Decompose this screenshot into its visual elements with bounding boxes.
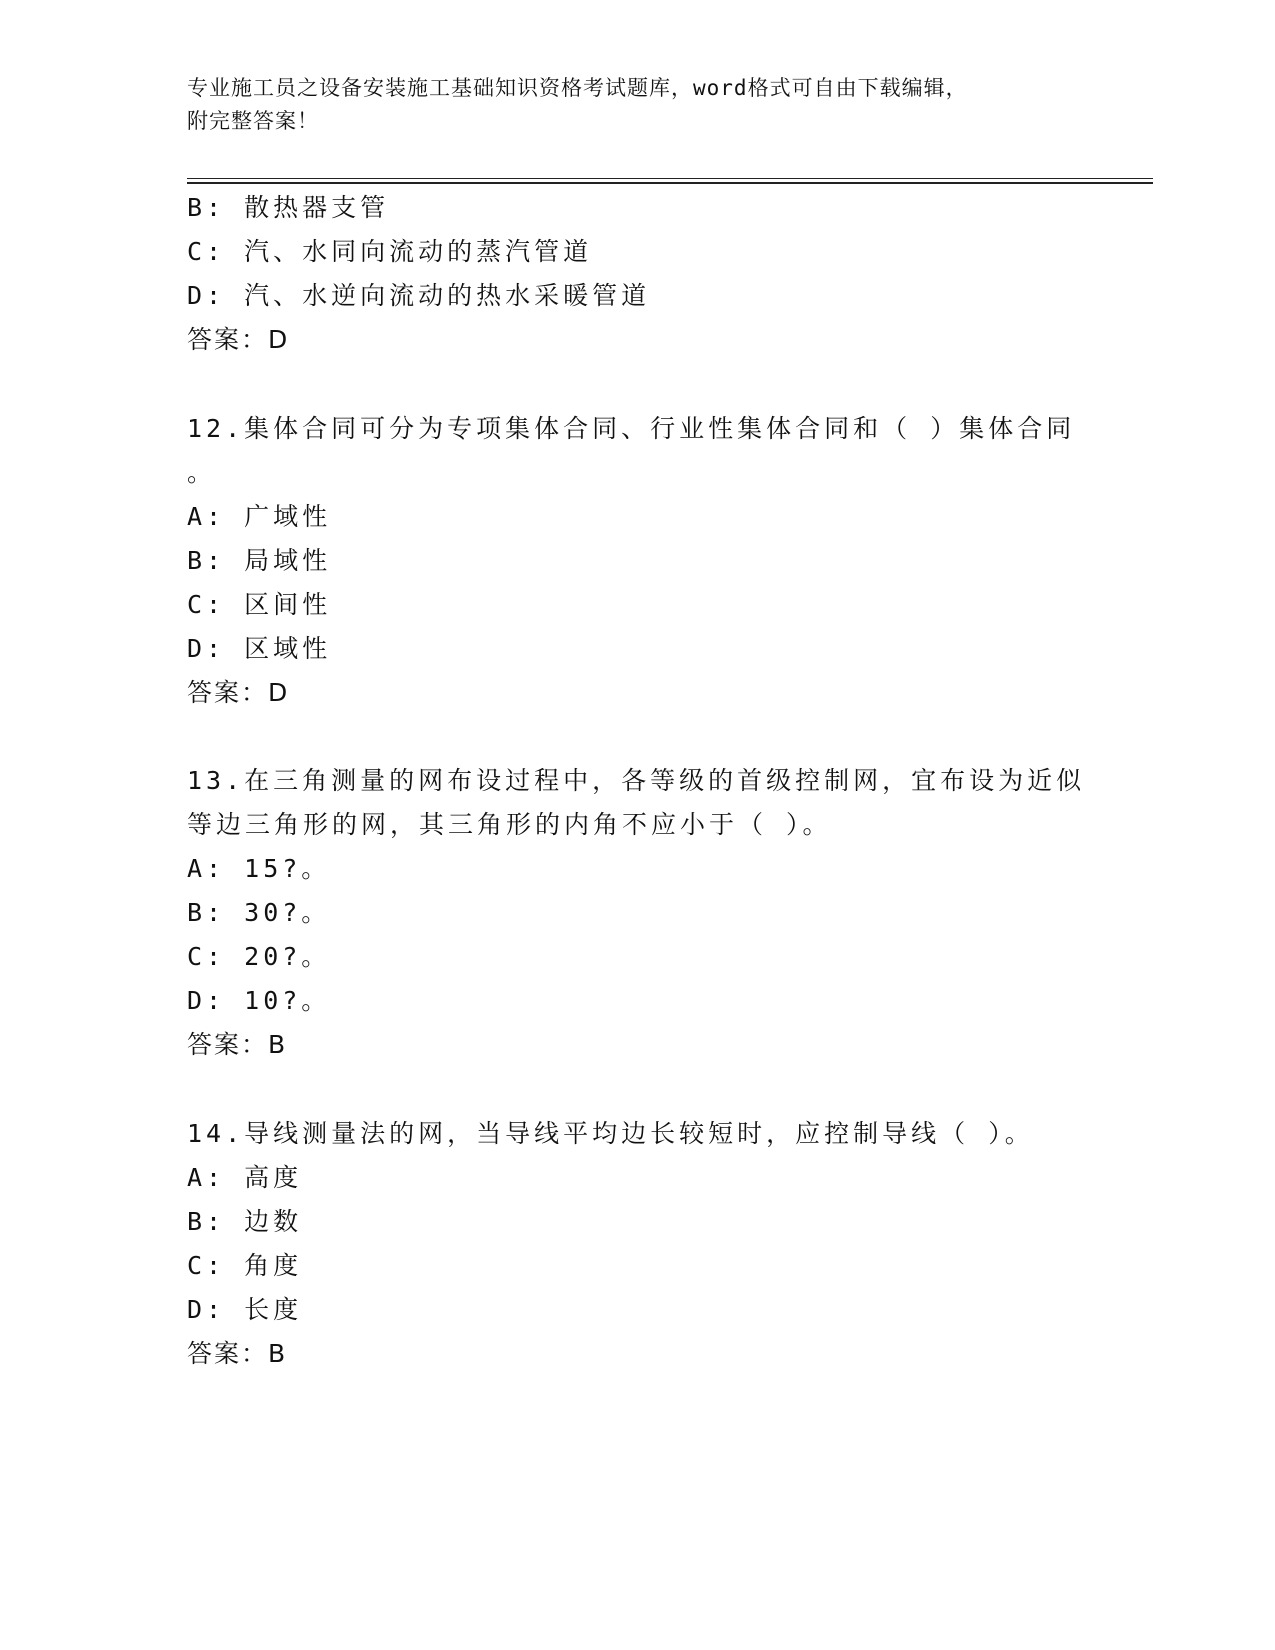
q14-stem-line-1: 14.导线测量法的网，当导线平均边长较短时，应控制导线（ ）。	[187, 1119, 1034, 1148]
q13-option-b: B: 30?。	[187, 898, 331, 927]
q11-option-d: D: 汽、水逆向流动的热水采暖管道	[187, 281, 651, 310]
q13-stem-line-1: 13.在三角测量的网布设过程中，各等级的首级控制网，宜布设为近似	[187, 766, 1086, 795]
q12-answer: 答案：D	[187, 678, 290, 707]
q13-option-c: C: 20?。	[187, 942, 331, 971]
q14-option-d: D: 长度	[187, 1295, 303, 1324]
document-header	[187, 72, 1067, 138]
q13-stem-line-2: 等边三角形的网，其三角形的内角不应小于（ ）。	[187, 810, 832, 839]
header-line-2: 附完整答案！	[187, 109, 319, 133]
q14-option-b: B: 边数	[187, 1207, 303, 1236]
q12-option-d: D: 区域性	[187, 634, 332, 663]
q12-stem-line-1: 12.集体合同可分为专项集体合同、行业性集体合同和（ ）集体合同	[187, 414, 1076, 443]
q14-option-a: A: 高度	[187, 1163, 303, 1192]
q12-option-a: A: 广域性	[187, 502, 332, 531]
q11-option-b: B: 散热器支管	[187, 193, 390, 222]
q14-answer: 答案：B	[187, 1339, 288, 1368]
q13-answer: 答案：B	[187, 1030, 288, 1059]
q11-option-c: C: 汽、水同向流动的蒸汽管道	[187, 237, 593, 266]
header-divider-top	[187, 178, 1153, 179]
q11-answer: 答案：D	[187, 325, 290, 354]
header-line-1: 专业施工员之设备安装施工基础知识资格考试题库，word格式可自由下载编辑，	[187, 76, 968, 100]
q12-option-b: B: 局域性	[187, 546, 332, 575]
q12-option-c: C: 区间性	[187, 590, 332, 619]
q13-option-a: A: 15?。	[187, 854, 331, 883]
header-divider-bottom	[187, 182, 1153, 184]
q12-stem-line-2: 。	[187, 458, 217, 487]
q14-option-c: C: 角度	[187, 1251, 303, 1280]
q13-option-d: D: 10?。	[187, 986, 331, 1015]
